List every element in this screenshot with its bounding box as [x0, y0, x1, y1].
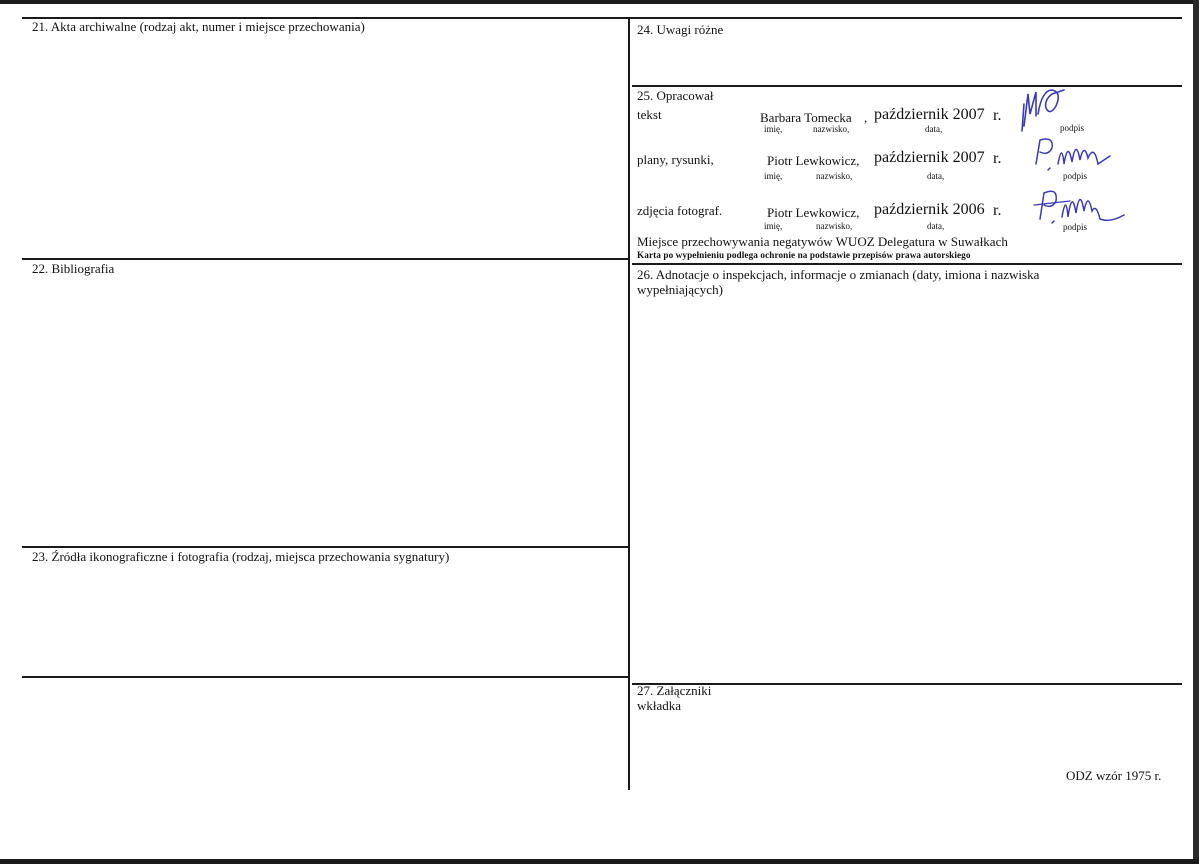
rule-24-25	[632, 85, 1182, 87]
section-22-label: 22. Bibliografia	[32, 261, 115, 276]
section-27-label: 27. Załączniki	[637, 683, 712, 698]
row2-date: październik 2007	[874, 149, 985, 166]
row2-suffix: r.	[993, 150, 1002, 167]
row1-sep: ,	[864, 110, 868, 125]
center-divider	[628, 17, 630, 790]
signature-1-image	[1012, 86, 1072, 136]
rule-26-27	[632, 683, 1182, 685]
row1-caption-first: imię,	[764, 124, 783, 134]
row3-caption-date: data,	[927, 221, 945, 231]
row3-caption-first: imię,	[764, 221, 783, 231]
form-version: ODZ wzór 1975 r.	[1066, 768, 1162, 783]
row2-name: Piotr Lewkowicz,	[767, 153, 860, 168]
row2-caption-first: imię,	[764, 171, 783, 181]
row2-role: plany, rysunki,	[637, 152, 714, 167]
copyright-note: Karta po wypełnieniu podlega ochronie na podstawie przepisów prawa autorskiego	[637, 250, 971, 260]
row3-role: zdjęcia fotograf.	[637, 203, 723, 218]
section-27-item: wkładka	[637, 698, 682, 713]
row1-role: tekst	[637, 107, 662, 122]
row2-caption-signature: podpis	[1063, 171, 1088, 181]
row1-date: październik 2007	[874, 106, 985, 123]
section-25-label: 25. Opracował	[637, 88, 714, 103]
section-26-label-line2: wypełniających)	[637, 282, 723, 297]
row2-caption-date: data,	[927, 171, 945, 181]
section-21-label: 21. Akta archiwalne (rodzaj akt, numer i miejsce przechowania)	[32, 19, 365, 34]
page-top-edge	[0, 0, 1199, 4]
rule-23-bottom	[22, 676, 628, 678]
row1-caption-date: data,	[925, 124, 943, 134]
section-24-label: 24. Uwagi różne	[637, 22, 724, 37]
rule-22-23	[22, 546, 628, 548]
section-26-label-line1: 26. Adnotacje o inspekcjach, informacje o zmianach (daty, imiona i nazwiska	[637, 267, 1040, 282]
row3-caption-last: nazwisko,	[816, 221, 853, 231]
row2-caption-last: nazwisko,	[816, 171, 853, 181]
page-right-edge	[1193, 0, 1199, 864]
row1-caption-last: nazwisko,	[813, 124, 850, 134]
row1-name: Barbara Tomecka	[760, 110, 852, 125]
row3-name: Piotr Lewkowicz,	[767, 205, 860, 220]
page-bottom-edge	[0, 859, 1199, 864]
rule-21-22	[22, 258, 628, 260]
signature-2-image	[1028, 134, 1113, 174]
negatives-location: Miejsce przechowywania negatywów WUOZ Delegatura w Suwałkach	[637, 234, 1008, 249]
rule-25-26	[632, 263, 1182, 265]
row3-caption-signature: podpis	[1063, 222, 1088, 232]
section-23-label: 23. Źródła ikonograficzne i fotografia (rodzaj, miejsca przechowania sygnatury)	[32, 549, 450, 564]
signature-3-image	[1030, 183, 1125, 228]
row1-caption-signature: podpis	[1060, 123, 1085, 133]
row3-suffix: r.	[993, 202, 1002, 219]
row3-date: październik 2006	[874, 201, 985, 218]
row1-suffix: r.	[993, 107, 1002, 124]
